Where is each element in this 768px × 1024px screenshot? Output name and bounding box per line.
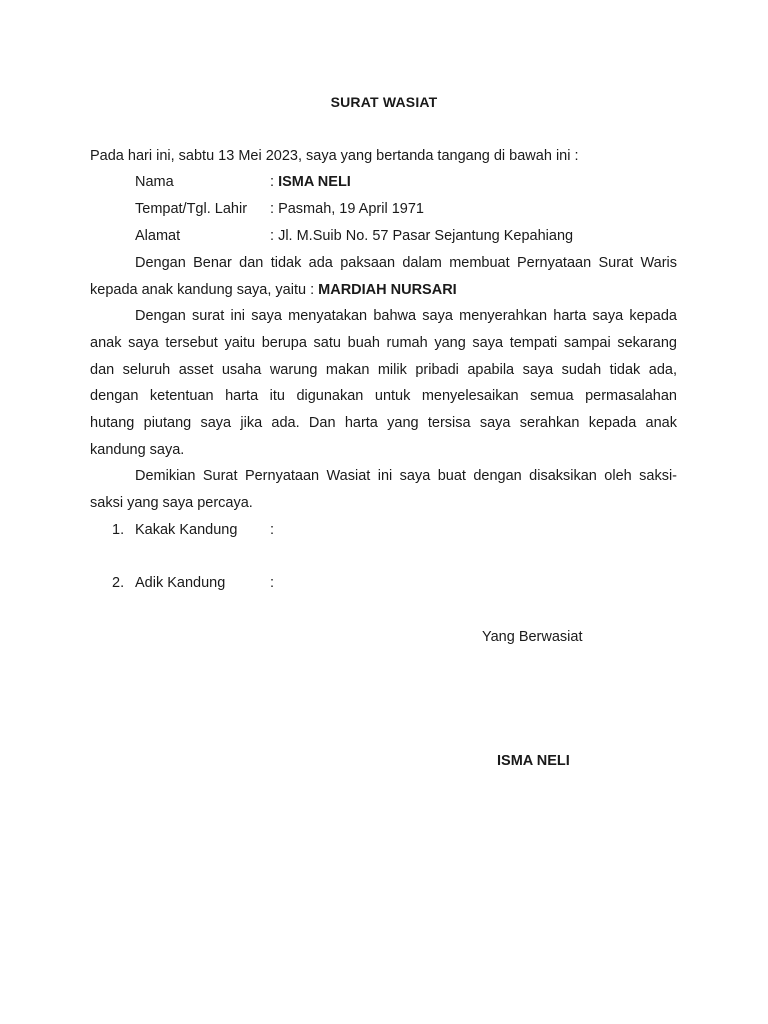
paragraph-1-line: kepada anak kandung saya, yaitu : MARDIAH NURSARI — [90, 282, 457, 298]
witness-label: Adik Kandung — [135, 575, 226, 591]
paragraph-3-line: Demikian Surat Pernyataan Wasiat ini saya buat dengan disaksikan oleh saksi- — [135, 468, 677, 484]
identity-label: Nama — [135, 174, 174, 190]
identity-label: Tempat/Tgl. Lahir — [135, 201, 248, 217]
witness-colon: : — [270, 522, 275, 538]
identity-value: : ISMA NELI — [270, 174, 351, 190]
paragraph-2-line: dan seluruh asset usaha warung makan milik pribadi apabila saya sudah tidak ada, — [90, 362, 677, 378]
identity-value: : Jl. M.Suib No. 57 Pasar Sejantung Kepahiang — [270, 228, 574, 244]
paragraph-2-line: Dengan surat ini saya menyatakan bahwa saya menyerahkan harta saya kepada — [135, 308, 677, 324]
witness-number: 2. — [112, 575, 125, 591]
intro-text: Pada hari ini, sabtu 13 Mei 2023, saya yang bertanda tangang di bawah ini : — [90, 148, 579, 164]
paragraph-2-line: anak saya tersebut yaitu berupa satu buah rumah yang saya tempati sampai sekarang — [90, 335, 677, 351]
identity-label: Alamat — [135, 228, 181, 244]
witness-label: Kakak Kandung — [135, 522, 238, 538]
document-title: SURAT WASIAT — [330, 94, 438, 110]
paragraph-3-line: saksi yang saya percaya. — [90, 495, 253, 511]
identity-value: : Pasmah, 19 April 1971 — [270, 201, 424, 217]
heir-name: MARDIAH NURSARI — [318, 282, 457, 298]
paragraph-2-line: dengan ketentuan harta itu digunakan untuk menyelesaikan semua permasalahan — [90, 388, 677, 404]
paragraph-2-line: kandung saya. — [90, 442, 185, 458]
witness-colon: : — [270, 575, 275, 591]
signature-caption: Yang Berwasiat — [482, 629, 583, 645]
witness-number: 1. — [112, 522, 125, 538]
paragraph-2-line: hutang piutang saya jika ada. Dan harta yang tersisa saya serahkan kepada anak — [90, 415, 677, 431]
signature-name: ISMA NELI — [497, 753, 570, 769]
paragraph-1-line: Dengan Benar dan tidak ada paksaan dalam membuat Pernyataan Surat Waris — [135, 255, 677, 271]
